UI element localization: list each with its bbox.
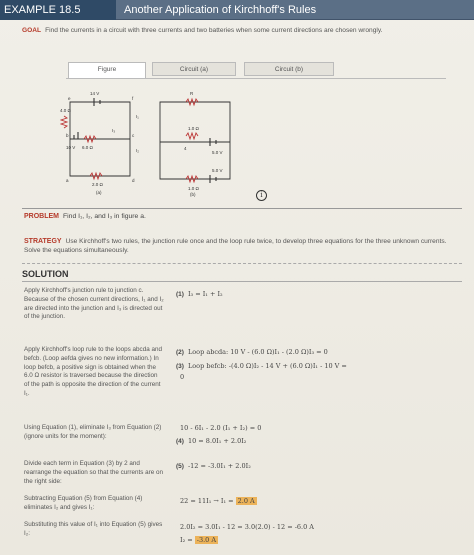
- current-4: 4: [184, 146, 187, 151]
- caption-b: (b): [190, 192, 196, 197]
- step-1-eq-1: (1) I₃ = I₁ + I₂: [176, 290, 223, 298]
- tab-circuit-b[interactable]: Circuit (b): [244, 62, 334, 76]
- step-4-eq-1: (5) -12 = -3.0I₁ + 2.0I₂: [176, 462, 251, 470]
- step-2-eq-3: 0: [180, 373, 185, 381]
- step-2-text: Apply Kirchhoff's loop rule to the loops abcda and befcb. (Loop aefda gives no new information.) In loop befcb, a positive sign is obtained when the 6.0 Ω resistor is traversed because the direction of the path is opposite the direction of the current I₁.: [24, 346, 162, 397]
- node-a: a: [66, 178, 69, 183]
- step-6-eq-1: 2.0I₂ = 3.0I₁ - 12 = 3.0(2.0) - 12 = -6.0 A: [180, 523, 314, 531]
- answer-i1: 2.0 A: [237, 497, 255, 505]
- step-5-eq-1: 22 = 11I₁ → I₁ = 2.0 A: [180, 497, 255, 505]
- answer-i2: -3.0 A: [196, 536, 217, 544]
- divider-problem: [22, 208, 462, 209]
- label-1ohm-top: 1.0 Ω: [188, 126, 199, 131]
- label-R: R: [190, 91, 194, 96]
- resistor-1ohm-top-symbol: [186, 133, 198, 139]
- info-icon[interactable]: i: [256, 190, 267, 201]
- tab-circuit-a[interactable]: Circuit (a): [152, 62, 236, 76]
- goal-section: [22, 26, 462, 35]
- example-header: [0, 0, 474, 20]
- step-1-text: Apply Kirchhoff's junction rule to junction c. Because of the chosen current directions, I₁ and I₂ are directed into the junction and I₃ is directed out of the junction.: [24, 287, 164, 321]
- label-6ohm: 6.0 Ω: [82, 145, 93, 150]
- step-6-eq-2: I₂ = -3.0 A: [180, 536, 217, 544]
- node-d: d: [132, 178, 135, 183]
- goal-text: Find the currents in a circuit with three currents and two batteries when some current directions are chosen wrongly.: [45, 27, 383, 34]
- label-14v: 14 V: [90, 91, 100, 96]
- strategy-text: Use Kirchhoff's two rules, the junction rule once and the loop rule twice, to develop three equations for the three unknown currents. Solve the equations simultaneously.: [24, 238, 447, 254]
- divider-solution: [22, 263, 462, 264]
- node-e: e: [68, 96, 71, 101]
- label-2ohm: 2.0 Ω: [92, 182, 103, 187]
- problem-section: [24, 213, 146, 220]
- example-number: EXAMPLE 18.5: [0, 0, 116, 20]
- current-i3: I₃: [112, 128, 116, 133]
- strategy-section: [24, 237, 454, 255]
- label-1ohm-bottom: 1.0 Ω: [188, 186, 199, 191]
- step-2-eq-2: (3) Loop befcb: -(4.0 Ω)I₂ - 14 V + (6.0 Ω)I₁ - 10 V =: [176, 362, 347, 370]
- step-3-eq-1: 10 - 6I₁ - 2.0 (I₁ + I₂) = 0: [180, 424, 262, 432]
- tab-divider: [66, 78, 446, 79]
- node-c: c: [132, 133, 135, 138]
- step-4-text: Divide each term in Equation (3) by 2 and rearrange the equation so that the currents are on the right side:: [24, 460, 163, 485]
- caption-a: (a): [96, 190, 102, 195]
- circuit-a: [61, 98, 130, 179]
- step-6-text: Substituting this value of I₁ into Equation (5) gives I₂:: [24, 521, 163, 537]
- problem-label: PROBLEM: [24, 213, 59, 220]
- battery-10v-symbol: [74, 132, 78, 139]
- goal-label: GOAL: [22, 27, 42, 34]
- current-i2: I₂: [136, 148, 139, 153]
- solution-title: SOLUTION: [22, 269, 69, 279]
- label-5v-top: 5.0 V: [212, 150, 223, 155]
- divider-solution-title: [22, 281, 462, 282]
- step-5-text: Subtracting Equation (5) from Equation (4) eliminates I₂ and gives I₁:: [24, 495, 143, 511]
- node-b: b: [66, 133, 69, 138]
- strategy-label: STRATEGY: [24, 238, 62, 245]
- problem-text: Find I₁, I₂, and I₃ in figure a.: [63, 213, 146, 220]
- example-title: Another Application of Kirchhoff's Rules: [124, 4, 317, 16]
- step-3-eq-2: (4) 10 = 8.0I₁ + 2.0I₂: [176, 437, 247, 445]
- label-4ohm: 4.0 Ω: [60, 108, 71, 113]
- step-2-eq-1: (2) Loop abcda: 10 V - (6.0 Ω)I₁ - (2.0 Ω)I₃ = 0: [176, 348, 328, 356]
- label-5v-bottom: 5.0 V: [212, 168, 223, 173]
- step-3-text: Using Equation (1), eliminate I₃ from Equation (2) (ignore units for the moment):: [24, 424, 162, 440]
- current-i1: I₁: [136, 114, 139, 119]
- tab-figure[interactable]: Figure: [68, 62, 146, 79]
- resistor-4ohm-symbol: [61, 116, 67, 128]
- label-10v: 10 V: [66, 145, 76, 150]
- node-f: f: [132, 96, 134, 101]
- circuit-figure: [60, 84, 270, 202]
